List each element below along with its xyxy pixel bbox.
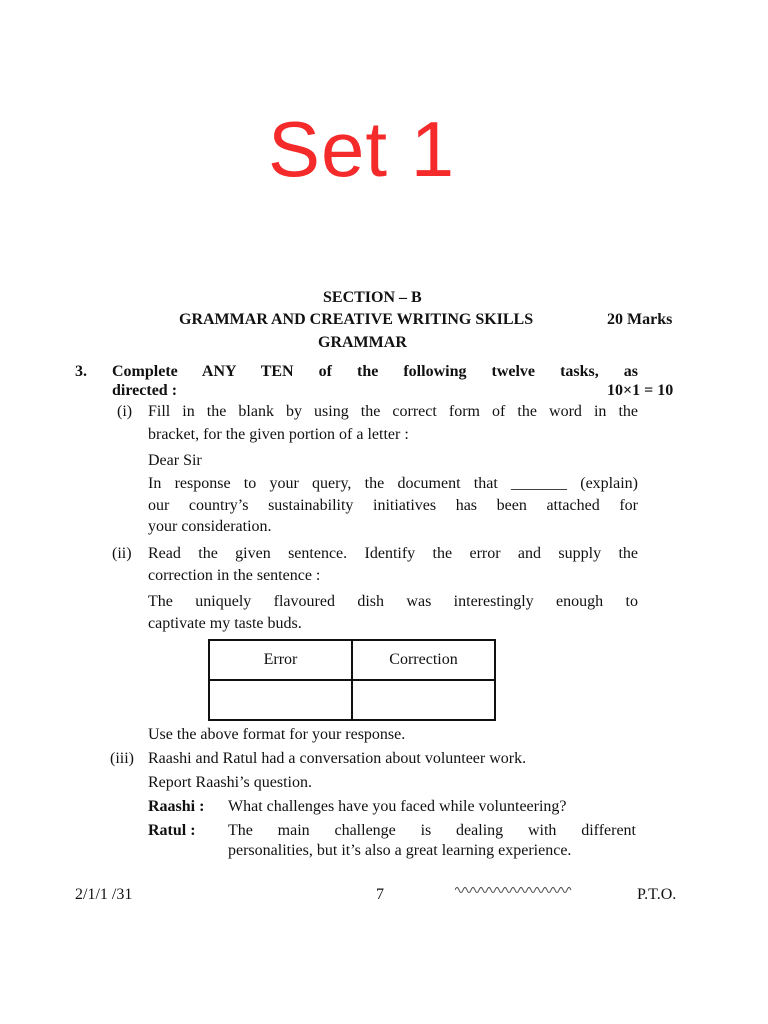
question-number: 3.	[75, 363, 87, 380]
task-ii-instruction-2: correction in the sentence :	[148, 567, 321, 584]
question-instruction-line1: Complete ANY TEN of the following twelve tasks, as	[112, 363, 638, 380]
task-i-instruction-1: Fill in the blank by using the correct form of the word in the	[148, 403, 638, 420]
table-cell-correction	[352, 680, 495, 720]
question-instruction-line2: directed :	[112, 382, 178, 399]
task-ii-sentence-1: The uniquely flavoured dish was interestingly enough to	[148, 593, 638, 610]
section-marks: 20 Marks	[607, 311, 673, 328]
question-marks: 10×1 = 10	[607, 382, 674, 399]
task-iii-intro: Raashi and Ratul had a conversation about volunteer work.	[148, 750, 527, 767]
task-ii-label: (ii)	[112, 545, 132, 562]
section-heading: GRAMMAR	[318, 334, 407, 351]
table-cell-error	[209, 680, 352, 720]
task-iii-instruction: Report Raashi’s question.	[148, 774, 312, 791]
task-ii-instruction-1: Read the given sentence. Identify the error and supply the	[148, 545, 638, 562]
ratul-line-1: The main challenge is dealing with different	[228, 822, 636, 839]
speaker-raashi: Raashi :	[148, 798, 205, 815]
task-ii-sentence-2: captivate my taste buds.	[148, 615, 302, 632]
table-header-correction: Correction	[352, 640, 495, 680]
table-header-row	[209, 640, 495, 680]
section-title: SECTION – B	[323, 289, 422, 306]
task-i-salutation: Dear Sir	[148, 452, 202, 469]
task-i-body-3: your consideration.	[148, 518, 272, 535]
speaker-ratul: Ratul :	[148, 822, 196, 839]
task-i-instruction-2: bracket, for the given portion of a letter :	[148, 426, 409, 443]
footer-code: 2/1/1 /31	[75, 886, 133, 903]
table-header-error: Error	[209, 640, 352, 680]
ratul-line-2: personalities, but it’s also a great learning experience.	[228, 842, 572, 859]
raashi-line: What challenges have you faced while volunteering?	[228, 798, 567, 815]
security-pattern-icon	[455, 884, 573, 896]
set-label: Set 1	[268, 105, 456, 193]
task-i-label: (i)	[117, 403, 133, 420]
pto-label: P.T.O.	[637, 886, 677, 903]
page-number: 7	[376, 886, 384, 903]
task-iii-label: (iii)	[110, 750, 134, 767]
task-i-body-1: In response to your query, the document that _______ (explain)	[148, 475, 638, 492]
task-ii-format-note: Use the above format for your response.	[148, 726, 406, 743]
task-i-body-2: our country’s sustainability initiatives has been attached for	[148, 497, 638, 514]
error-correction-table	[208, 639, 496, 721]
table-row	[209, 680, 495, 720]
section-subtitle: GRAMMAR AND CREATIVE WRITING SKILLS	[179, 311, 534, 328]
